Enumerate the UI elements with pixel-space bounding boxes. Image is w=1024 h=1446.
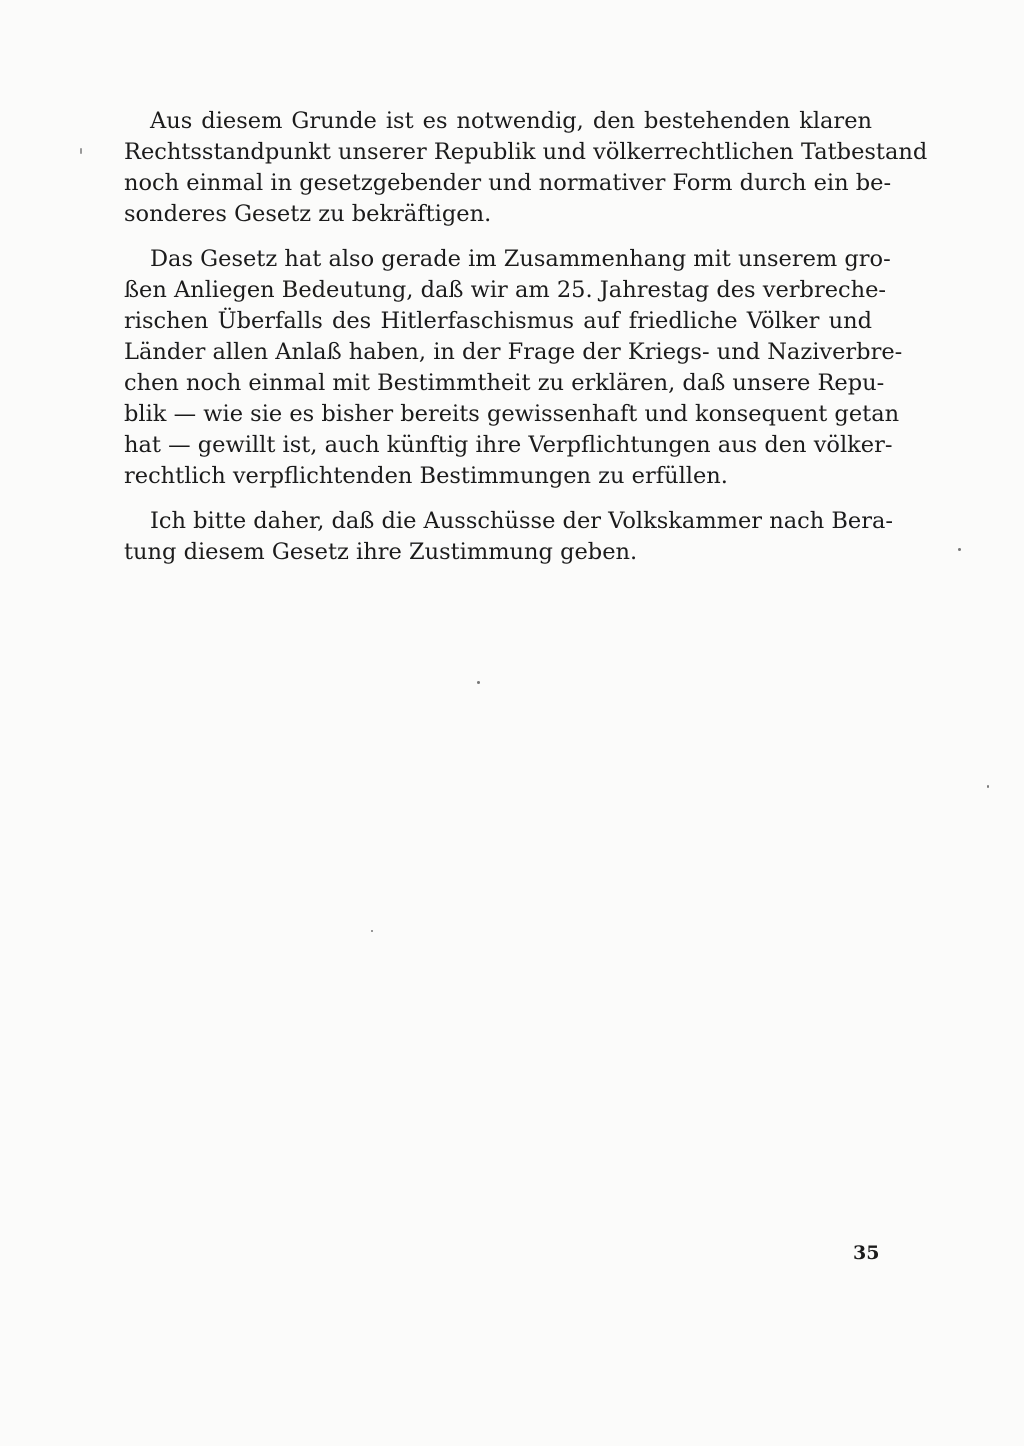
text-line: tung diesem Gesetz ihre Zustimmung geben. [124, 539, 638, 565]
text-line: sonderes Gesetz zu bekräftigen. [124, 201, 492, 227]
paragraph-2 [124, 244, 903, 492]
text-line: noch einmal in gesetzgebender und normativer Form durch ein be- [124, 170, 892, 196]
text-line: rechtlich verpflichtenden Bestimmungen zu erfüllen. [124, 463, 728, 489]
text-line: Das Gesetz hat also gerade im Zusammenhang mit unserem gro- [150, 246, 891, 272]
text-line: rischen Überfalls des Hitlerfaschismus auf friedliche Völker und [124, 308, 872, 334]
text-line: ßen Anliegen Bedeutung, daß wir am 25. Jahrestag des verbreche- [124, 277, 887, 303]
scan-speck [371, 930, 373, 932]
body-text [124, 106, 928, 582]
paragraph-3 [124, 506, 893, 568]
text-line: blik — wie sie es bisher bereits gewissenhaft und konsequent getan [124, 401, 900, 427]
text-line: chen noch einmal mit Bestimmtheit zu erklären, daß unsere Repu- [124, 370, 885, 396]
scan-speck [80, 148, 82, 154]
text-line: Ich bitte daher, daß die Ausschüsse der Volkskammer nach Bera- [150, 508, 893, 534]
scan-speck [477, 681, 480, 684]
page-number: 35 [853, 1242, 880, 1264]
text-line: hat — gewillt ist, auch künftig ihre Verpflichtungen aus den völker- [124, 432, 893, 458]
scan-speck [987, 785, 989, 788]
text-line: Aus diesem Grunde ist es notwendig, den bestehenden klaren [150, 108, 872, 134]
text-line: Rechtsstandpunkt unserer Republik und völkerrechtlichen Tatbestand [124, 139, 928, 165]
paragraph-1 [124, 106, 928, 230]
scan-speck [958, 548, 961, 551]
text-line: Länder allen Anlaß haben, in der Frage der Kriegs- und Naziverbre- [124, 339, 903, 365]
